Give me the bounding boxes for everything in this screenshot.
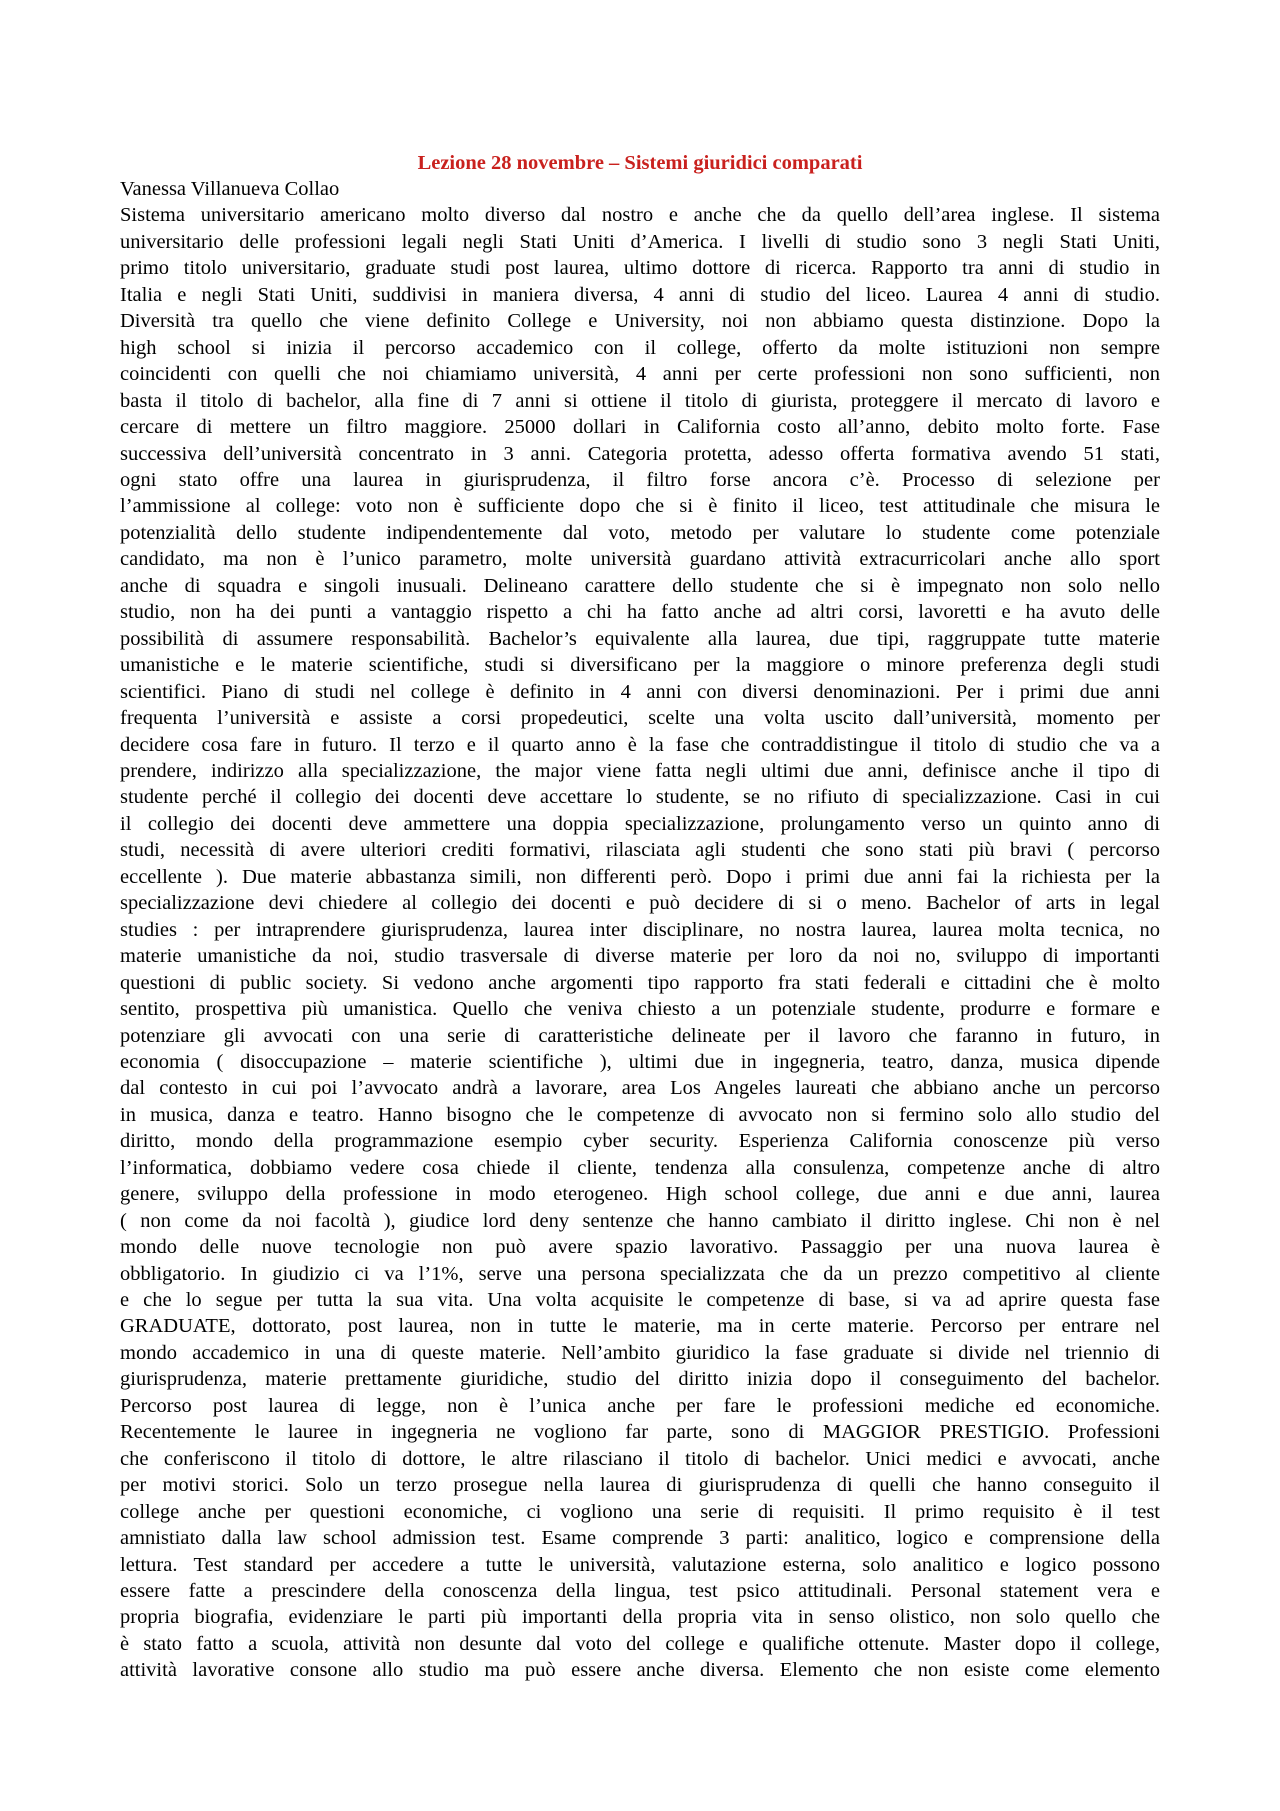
body-line: dal contesto in cui poi l’avvocato andrà a lavorare, area Los Angeles laureati che abbiano anche un percorso — [120, 1077, 1160, 1100]
body-line: frequenta l’università e assiste a corsi propedeutici, scelte una volta uscito dall’università, momento per — [120, 707, 1160, 730]
body-line: cercare di mettere un filtro maggiore. 25000 dollari in California costo all’anno, debito molto forte. Fase — [120, 416, 1160, 439]
body-line: decidere cosa fare in futuro. Il terzo e il quarto anno è la fase che contraddistingue il titolo di studio che va a — [120, 733, 1160, 756]
body-line: l’informatica, dobbiamo vedere cosa chiede il cliente, tendenza alla consulenza, competenze anche di altro — [120, 1156, 1160, 1179]
body-line: genere, sviluppo della professione in modo eterogeneo. High school college, due anni e due anni, laurea — [120, 1183, 1160, 1206]
body-line: prendere, indirizzo alla specializzazione, the major viene fatta negli ultimi due anni, definisce anche il tipo di — [120, 759, 1160, 782]
body-line: Diversità tra quello che viene definito College e University, noi non abbiamo questa distinzione. Dopo la — [120, 310, 1160, 333]
body-text — [120, 202, 1160, 1683]
body-line: mondo delle nuove tecnologie non può avere spazio lavorativo. Passaggio per una nuova laurea è — [120, 1236, 1160, 1259]
body-line: scientifici. Piano di studi nel college è definito in 4 anni con diversi denominazioni. Per i primi due anni — [120, 680, 1160, 703]
body-line: umanistiche e le materie scientifiche, studi si diversificano per la maggiore o minore preferenza degli studi — [120, 654, 1160, 677]
body-line: Sistema universitario americano molto diverso dal nostro e anche che da quello dell’area inglese. Il sistema — [120, 204, 1160, 227]
body-line: essere fatte a prescindere della conoscenza della lingua, test psico attitudinali. Personal statement vera e — [120, 1580, 1160, 1603]
body-line: studente perché il collegio dei docenti deve accettare lo studente, se no rifiuto di specializzazione. Casi in cui — [120, 786, 1160, 809]
body-line: studi, necessità di avere ulteriori crediti formativi, rilasciata agli studenti che sono stati più bravi ( percorso — [120, 839, 1160, 862]
body-line: Percorso post laurea di legge, non è l’unica anche per fare le professioni mediche ed economiche. — [120, 1394, 1160, 1417]
body-line: possibilità di assumere responsabilità. Bachelor’s equivalente alla laurea, due tipi, raggruppate tutte materie — [120, 627, 1160, 650]
body-line: eccellente ). Due materie abbastanza simili, non differenti però. Dopo i primi due anni fai la richiesta per la — [120, 865, 1160, 888]
body-line: è stato fatto a scuola, attività non desunte dal voto del college e qualifiche ottenute. Master dopo il college, — [120, 1632, 1160, 1655]
body-line: universitario delle professioni legali negli Stati Uniti d’America. I livelli di studio sono 3 negli Stati Uniti, — [120, 230, 1160, 253]
body-line: economia ( disoccupazione – materie scientifiche ), ultimi due in ingegneria, teatro, danza, musica dipende — [120, 1050, 1160, 1073]
body-line: primo titolo universitario, graduate studi post laurea, ultimo dottore di ricerca. Rapporto tra anni di studio in — [120, 257, 1160, 280]
body-line: ( non come da noi facoltà ), giudice lord deny sentenze che hanno cambiato il diritto inglese. Chi non è nel — [120, 1209, 1160, 1232]
body-line: basta il titolo di bachelor, alla fine di 7 anni si ottiene il titolo di giurista, proteggere il mercato di lavoro e — [120, 389, 1160, 412]
document-title: Lezione 28 novembre – Sistemi giuridici comparati — [417, 152, 863, 174]
body-line: college anche per questioni economiche, ci vogliono una serie di requisiti. Il primo requisito è il test — [120, 1500, 1160, 1523]
body-line: anche di squadra e singoli inusuali. Delineano carattere dello studente che si è impegnato non solo nello — [120, 574, 1160, 597]
body-line: e che lo segue per tutta la sua vita. Una volta acquisite le competenze di base, si va ad aprire questa fase — [120, 1289, 1160, 1312]
body-line: Italia e negli Stati Uniti, suddivisi in maniera diversa, 4 anni di studio del liceo. Laurea 4 anni di studio. — [120, 283, 1160, 306]
body-line: potenziare gli avvocati con una serie di caratteristiche delineate per il lavoro che faranno in futuro, in — [120, 1024, 1160, 1047]
body-line: in musica, danza e teatro. Hanno bisogno che le competenze di avvocato non si fermino solo allo studio del — [120, 1103, 1160, 1126]
document-body — [120, 176, 1160, 1684]
body-line: l’ammissione al college: voto non è sufficiente dopo che si è finito il liceo, test attitudinale che misura le — [120, 495, 1160, 518]
body-line: Recentemente le lauree in ingegneria ne vogliono far parte, sono di MAGGIOR PRESTIGIO. Professioni — [120, 1421, 1160, 1444]
body-line: high school si inizia il percorso accademico con il college, offerto da molte istituzioni non sempre — [120, 336, 1160, 359]
body-line: studies : per intraprendere giurisprudenza, laurea inter disciplinare, no nostra laurea, laurea molta tecnica, no — [120, 918, 1160, 941]
body-line: questioni di public society. Si vedono anche argomenti tipo rapporto fra stati federali e cittadini che è molto — [120, 971, 1160, 994]
body-line: GRADUATE, dottorato, post laurea, non in tutte le materie, ma in certe materie. Percorso per entrare nel — [120, 1315, 1160, 1338]
body-line: giurisprudenza, materie prettamente giuridiche, studio del diritto inizia dopo il conseguimento del bachelor. — [120, 1368, 1160, 1391]
body-line: il collegio dei docenti deve ammettere una doppia specializzazione, prolungamento verso un quinto anno di — [120, 812, 1160, 835]
body-line: obbligatorio. In giudizio ci va l’1%, serve una persona specializzata che da un prezzo competitivo al cliente — [120, 1262, 1160, 1285]
body-line: lettura. Test standard per accedere a tutte le università, valutazione esterna, solo analitico e logico possono — [120, 1553, 1160, 1576]
body-line: potenzialità dello studente indipendentemente dal voto, metodo per valutare lo studente come potenziale — [120, 521, 1160, 544]
body-line: propria biografia, evidenziare le parti più importanti della propria vita in senso olistico, non solo quello che — [120, 1606, 1160, 1629]
body-line: materie umanistiche da noi, studio trasversale di diverse materie per loro da noi no, sviluppo di importanti — [120, 945, 1160, 968]
body-line: candidato, ma non è l’unico parametro, molte università guardano attività extracurricolari anche allo sport — [120, 548, 1160, 571]
body-line: coincidenti con quelli che noi chiamiamo università, 4 anni per certe professioni non sono sufficienti, non — [120, 363, 1160, 386]
body-line: studio, non ha dei punti a vantaggio rispetto a chi ha fatto anche ad altri corsi, lavoretti e ha avuto delle — [120, 601, 1160, 624]
body-line: sentito, prospettiva più umanistica. Quello che veniva chiesto a un potenziale studente, produrre e formare e — [120, 998, 1160, 1021]
body-line: amnistiato dalla law school admission test. Esame comprende 3 parti: analitico, logico e comprensione della — [120, 1527, 1160, 1550]
body-line: specializzazione devi chiedere al collegio dei docenti e può decidere di si o meno. Bachelor of arts in legal — [120, 892, 1160, 915]
body-line: diritto, mondo della programmazione esempio cyber security. Esperienza California conoscenze più verso — [120, 1130, 1160, 1153]
body-line: che conferiscono il titolo di dottore, le altre rilasciano il titolo di bachelor. Unici medici e avvocati, anche — [120, 1447, 1160, 1470]
body-line: per motivi storici. Solo un terzo prosegue nella laurea di giurisprudenza di quelli che hanno conseguito il — [120, 1474, 1160, 1497]
body-line: successiva dell’università concentrato in 3 anni. Categoria protetta, adesso offerta formativa avendo 51 stati, — [120, 442, 1160, 465]
body-line: mondo accademico in una di queste materie. Nell’ambito giuridico la fase graduate si divide nel triennio di — [120, 1341, 1160, 1364]
author-line: Vanessa Villanueva Collao — [120, 178, 340, 200]
body-line: ogni stato offre una laurea in giurisprudenza, il filtro forse ancora c’è. Processo di selezione per — [120, 468, 1160, 491]
body-line: attività lavorative consone allo studio ma può essere anche diversa. Elemento che non esiste come elemento — [120, 1659, 1160, 1682]
